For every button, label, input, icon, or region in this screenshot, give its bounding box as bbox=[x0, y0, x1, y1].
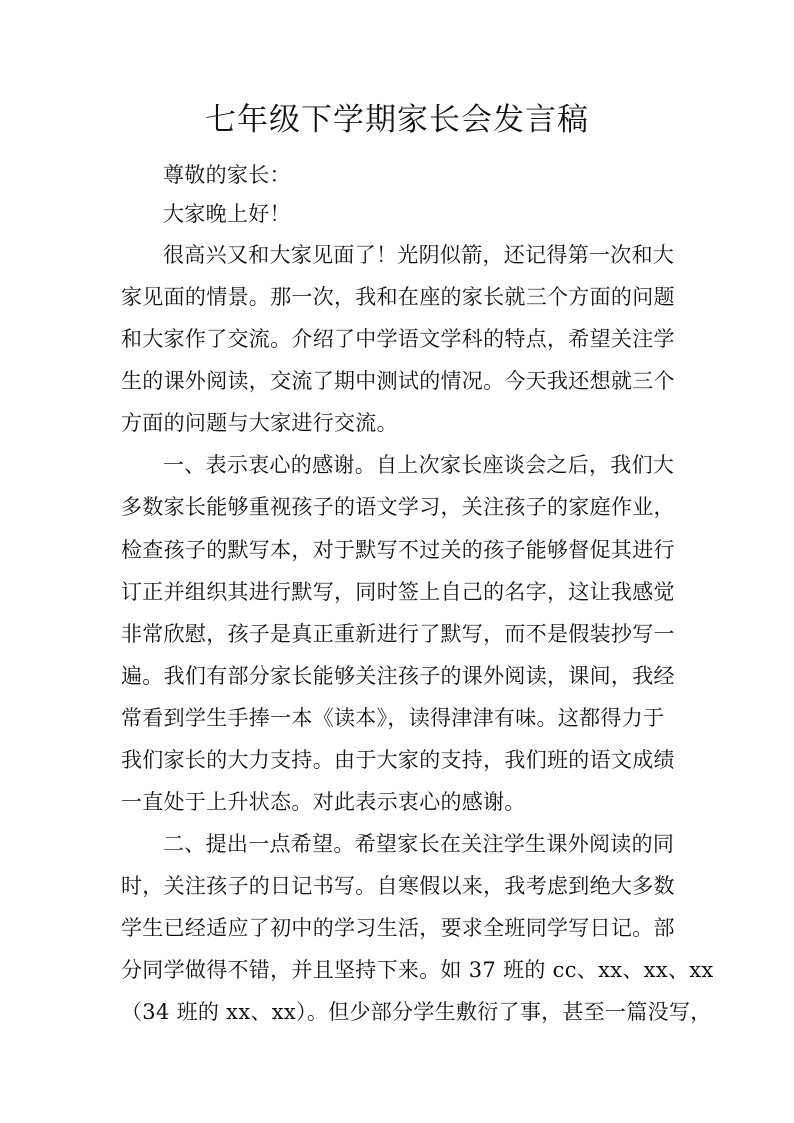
salutation: 尊敬的家长： bbox=[163, 163, 291, 187]
paragraph-line: （34 班的 xx、xx）。但少部分学生敷衍了事，甚至一篇没写， bbox=[121, 1000, 712, 1024]
paragraph-line: 一、表示衷心的感谢。自上次家长座谈会之后，我们大 bbox=[163, 453, 675, 477]
paragraph-line: 常看到学生手捧一本《读本》，读得津津有味。这都得力于 bbox=[121, 706, 665, 730]
paragraph-line: 检查孩子的默写本，对于默写不过关的孩子能够督促其进行 bbox=[121, 538, 675, 562]
paragraph-line: 学生已经适应了初中的学习生活，要求全班同学写日记。部 bbox=[121, 916, 675, 940]
paragraph-line: 家见面的情景。那一次，我和在座的家长就三个方面的问题 bbox=[121, 285, 675, 309]
document-title: 七年级下学期家长会发言稿 bbox=[205, 102, 589, 138]
greeting: 大家晚上好！ bbox=[163, 202, 291, 226]
paragraph-line: 非常欣慰，孩子是真正重新进行了默写，而不是假装抄写一 bbox=[121, 622, 675, 646]
paragraph-line: 时，关注孩子的日记书写。自寒假以来，我考虑到绝大多数 bbox=[121, 874, 675, 898]
paragraph-line: 二、提出一点希望。希望家长在关注学生课外阅读的同 bbox=[163, 832, 675, 856]
paragraph-line: 一直处于上升状态。对此表示衷心的感谢。 bbox=[121, 790, 526, 814]
paragraph-line: 遍。我们有部分家长能够关注孩子的课外阅读，课间，我经 bbox=[121, 664, 675, 688]
paragraph-line: 分同学做得不错，并且坚持下来。如 37 班的 cc、xx、xx、xx bbox=[121, 958, 714, 982]
paragraph-line: 多数家长能够重视孩子的语文学习，关注孩子的家庭作业， bbox=[121, 495, 675, 519]
paragraph-line: 方面的问题与大家进行交流。 bbox=[121, 411, 398, 435]
paragraph-line: 和大家作了交流。介绍了中学语文学科的特点，希望关注学 bbox=[121, 327, 675, 351]
paragraph-line: 很高兴又和大家见面了！光阴似箭，还记得第一次和大 bbox=[163, 243, 675, 267]
paragraph-line: 订正并组织其进行默写，同时签上自己的名字，这让我感觉 bbox=[121, 580, 675, 604]
paragraph-line: 生的课外阅读，交流了期中测试的情况。今天我还想就三个 bbox=[121, 369, 675, 393]
paragraph-line: 我们家长的大力支持。由于大家的支持，我们班的语文成绩 bbox=[121, 748, 675, 772]
